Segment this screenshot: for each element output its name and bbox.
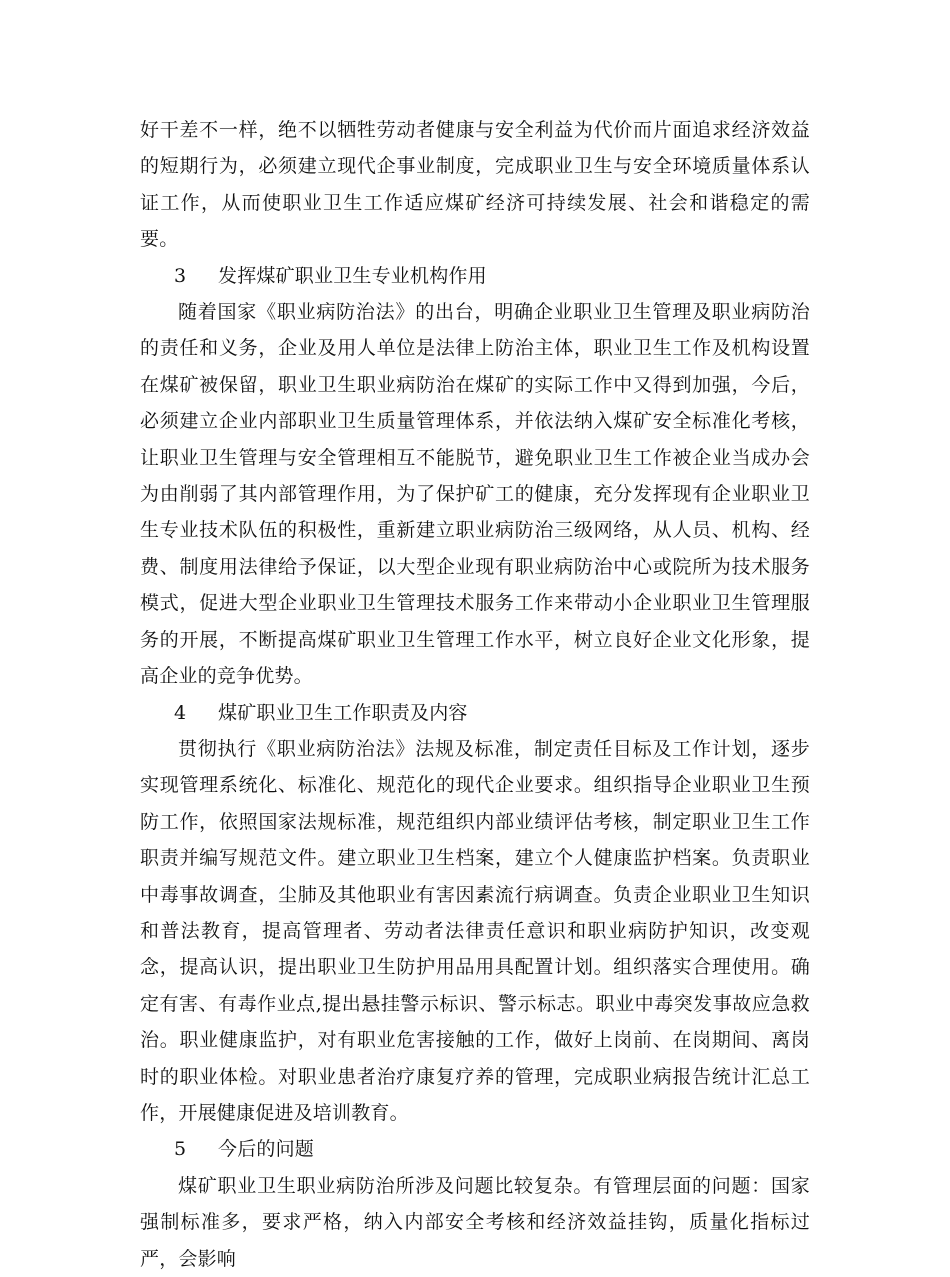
paragraph-section-3: 随着国家《职业病防治法》的出台，明确企业职业卫生管理及职业病防治的责任和义务，企业及用人单位是法律上防治主体，职业卫生工作及机构设置在煤矿被保留，职业卫生职业病防治在煤矿的实际工作中又得到加强，今后，必须建立企业内部职业卫生质量管理体系，并依法纳入煤矿安全标准化考核，让职业卫生管理与安全管理相互不能脱节，避免职业卫生工作被企业当成办会为由削弱了其内部管理作用，为了保护矿工的健康，充分发挥现有企业职业卫生专业技术队伍的积极性，重新建立职业病防治三级网络，从人员、机构、经费、制度用法律给予保证，以大型企业现有职业病防治中心或院所为技术服务模式，促进大型企业职业卫生管理技术服务工作来带动小企业职业卫生管理服务的开展，不断提高煤矿职业卫生管理工作水平，树立良好企业文化形象，提高企业的竞争优势。 xyxy=(140,301,810,688)
paragraph-section-5: 煤矿职业卫生职业病防治所涉及问题比较复杂。有管理层面的问题：国家强制标准多，要求严格，纳入内部安全考核和经济效益挂钩，质量化指标过严，会影响 xyxy=(140,1174,810,1270)
paragraph-section-4: 贯彻执行《职业病防治法》法规及标准，制定责任目标及工作计划，逐步实现管理系统化、标准化、规范化的现代企业要求。组织指导企业职业卫生预防工作，依照国家法规标准，规范组织内部业绩评估考核，制定职业卫生工作职责并编写规范文件。建立职业卫生档案，建立个人健康监护档案。负责职业中毒事故调查，尘肺及其他职业有害因素流行病调查。负责企业职业卫生知识和普法教育，提高管理者、劳动者法律责任意识和职业病防护知识，改变观念，提高认识，提出职业卫生防护用品用具配置计划。组织落实合理使用。确定有害、有毒作业点,提出悬挂警示标识、警示标志。职业中毒突发事故应急救治。职业健康监护，对有职业危害接触的工作，做好上岗前、在岗期间、离岗时的职业体检。对职业患者治疗康复疗养的管理，完成职业病报告统计汇总工作，开展健康促进及培训教育。 xyxy=(140,737,810,1124)
section-title: 今后的问题 xyxy=(218,1138,315,1161)
section-heading-4 xyxy=(140,695,810,731)
section-number: 3 xyxy=(174,264,187,287)
section-title: 煤矿职业卫生工作职责及内容 xyxy=(218,701,468,724)
paragraph-continuation: 好干差不一样，绝不以牺牲劳动者健康与安全利益为代价而片面追求经济效益的短期行为，必须建立现代企事业制度，完成职业卫生与安全环境质量体系认证工作，从而使职业卫生工作适应煤矿经济可持续发展、社会和谐稳定的需要。 xyxy=(140,119,810,251)
document-body xyxy=(140,112,810,1277)
section-number: 5 xyxy=(174,1138,187,1161)
section-number: 4 xyxy=(174,701,187,724)
section-heading-5 xyxy=(140,1131,810,1167)
section-heading-3 xyxy=(140,258,810,294)
section-title: 发挥煤矿职业卫生专业机构作用 xyxy=(218,264,487,287)
